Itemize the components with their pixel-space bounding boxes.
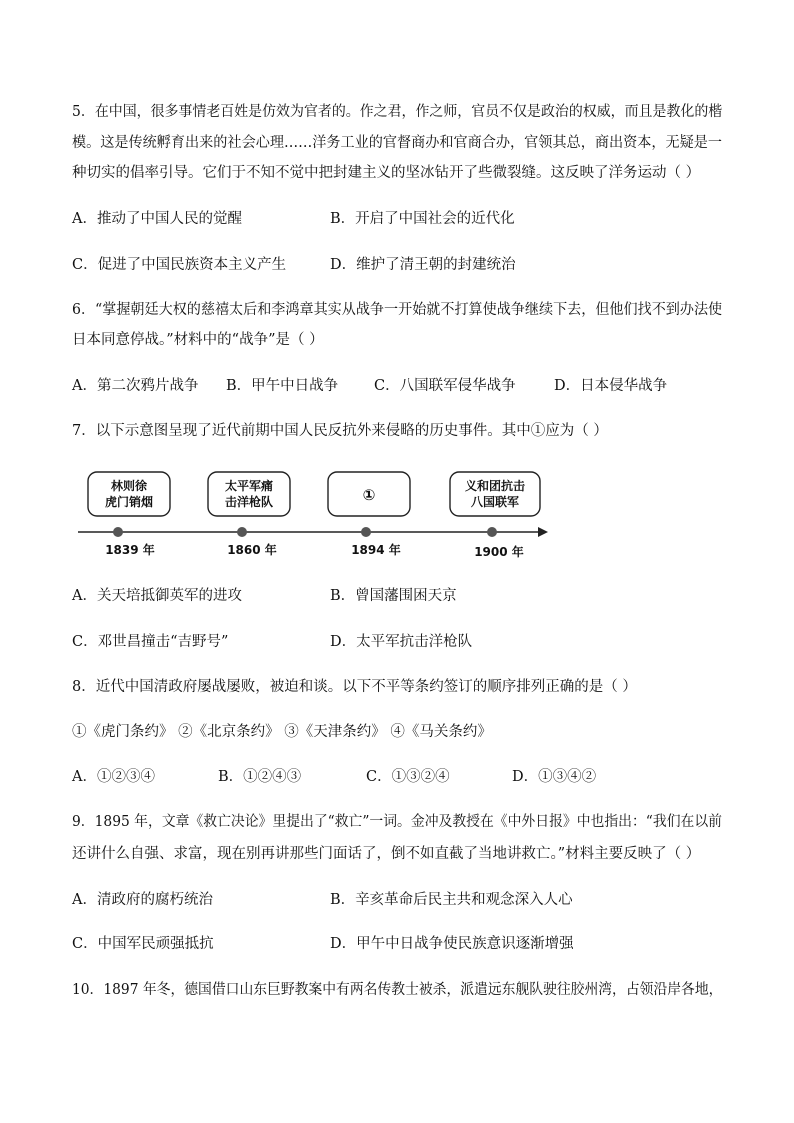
q6-stem-line-2: 日本同意停战。”材料中的“战争”是（ ） (72, 332, 324, 348)
q8-option-a: A．①②③④ (72, 769, 155, 785)
q9-option-b: B．辛亥革命后民主共和观念深入人心 (330, 892, 573, 908)
timeline-box-3-line1: ① (362, 486, 376, 504)
q7-option-c: C．邓世昌撞击“吉野号” (72, 634, 229, 650)
timeline-dot-2 (237, 527, 247, 537)
timeline-dot-4 (487, 527, 497, 537)
q8-option-d: D．①③④② (512, 769, 597, 785)
q6-option-b: B．甲午中日战争 (226, 378, 339, 394)
timeline-year-1: 1839 年 (105, 543, 155, 557)
q8-option-b: B．①②④③ (218, 769, 302, 785)
q7-stem-line-1: 7．以下示意图呈现了近代前期中国人民反抗外来侵略的历史事件。其中①应为（ ） (72, 423, 608, 439)
q7-option-b: B．曾国藩围困天京 (330, 588, 457, 604)
q10-stem-line-1: 10．1897 年冬，德国借口山东巨野教案中有两名传教士被杀，派遣远东舰队驶往胶州湾，占领沿岸各地， (72, 982, 723, 998)
timeline-year-2: 1860 年 (227, 543, 277, 557)
timeline-box-1-line1: 林则徐 (110, 479, 148, 493)
q5-stem-line-1: 5．在中国，很多事情老百姓是仿效为官者的。作之君，作之师，官员不仅是政治的权威，而且是教化的楷 (72, 104, 723, 120)
q7-timeline-diagram (74, 466, 554, 566)
timeline-box-2-line2: 击洋枪队 (224, 495, 274, 509)
q9-option-d: D．甲午中日战争使民族意识逐渐增强 (330, 936, 574, 952)
q5-option-d: D．维护了清王朝的封建统治 (330, 257, 516, 273)
timeline-arrow-icon (538, 527, 548, 537)
timeline-dot-3 (361, 527, 371, 537)
q8-option-c: C．①③②④ (366, 769, 450, 785)
q5-option-c: C．促进了中国民族资本主义产生 (72, 257, 287, 273)
q5-option-a: A．推动了中国人民的觉醒 (72, 211, 242, 227)
q8-stem-line-1: 8．近代中国清政府屡战屡败，被迫和谈。以下不平等条约签订的顺序排列正确的是（ ） (72, 679, 637, 695)
q8-treaty-list: ①《虎门条约》 ②《北京条约》 ③《天津条约》 ④《马关条约》 (72, 724, 492, 740)
q6-option-d: D．日本侵华战争 (554, 378, 668, 394)
q5-stem-line-2: 模。这是传统孵育出来的社会心理……洋务工业的官督商办和官商合办，官领其总，商出资本，无疑是一 (72, 135, 722, 151)
timeline-box-4-line1: 义和团抗击 (464, 479, 526, 493)
q5-stem-line-3: 种切实的倡率引导。它们于不知不觉中把封建主义的坚冰钻开了些微裂缝。这反映了洋务运动（ ） (72, 165, 701, 181)
q9-stem-line-2: 还讲什么自强、求富，现在别再讲那些门面话了，倒不如直截了当地讲救亡。”材料主要反映了（ ） (72, 846, 701, 862)
q6-stem-line-1: 6．“掌握朝廷大权的慈禧太后和李鸿章其实从战争一开始就不打算使战争继续下去，但他们找不到办法使 (72, 302, 723, 318)
timeline-year-3: 1894 年 (351, 543, 401, 557)
timeline-dot-1 (113, 527, 123, 537)
timeline-year-4: 1900 年 (474, 545, 524, 559)
timeline-box-2-line1: 太平军痛 (224, 479, 274, 493)
q9-option-c: C．中国军民顽强抵抗 (72, 936, 214, 952)
q7-option-a: A．关天培抵御英军的进攻 (72, 588, 242, 604)
q5-option-b: B．开启了中国社会的近代化 (330, 211, 515, 227)
q7-option-d: D．太平军抗击洋枪队 (330, 634, 473, 650)
q6-option-c: C．八国联军侵华战争 (374, 378, 516, 394)
q6-option-a: A．第二次鸦片战争 (72, 378, 199, 394)
q9-stem-line-1: 9．1895 年，文章《救亡决论》里提出了“救亡”一词。金冲及教授在《中外日报》中也指出：“我们在以前 (72, 814, 722, 830)
q9-option-a: A．清政府的腐朽统治 (72, 892, 213, 908)
timeline-box-1-line2: 虎门销烟 (104, 495, 154, 509)
timeline-box-4-line2: 八国联军 (470, 495, 520, 509)
